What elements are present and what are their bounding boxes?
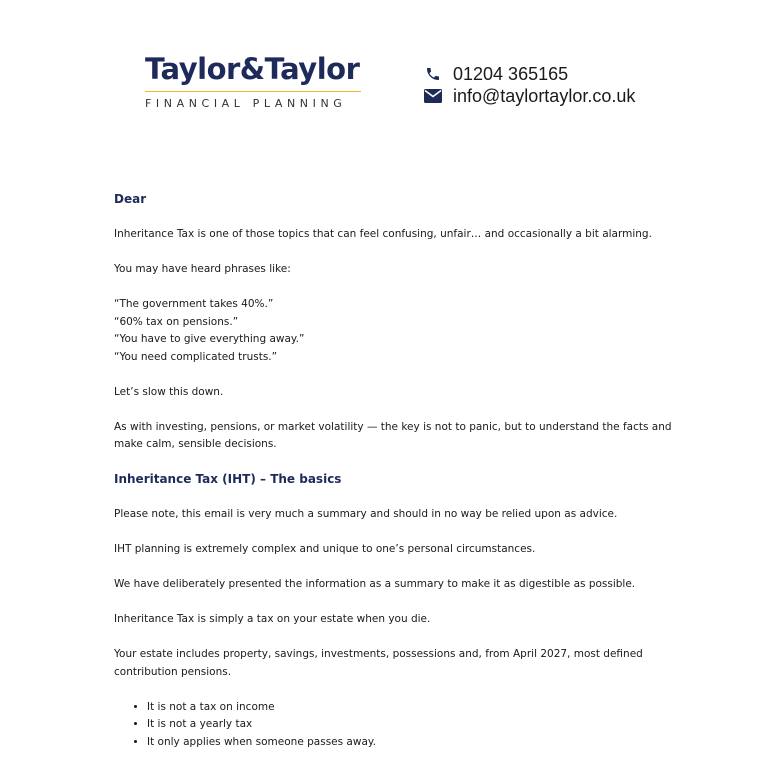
quote-item: “The government takes 40%.” [114, 298, 274, 310]
complex-paragraph: IHT planning is extremely complex and unique to one’s personal circumstances. [114, 543, 536, 555]
greeting: Dear [114, 192, 147, 206]
email-address[interactable]: info@taylortaylor.co.uk [453, 85, 636, 106]
quote-list [114, 296, 674, 366]
logo-divider [145, 91, 361, 92]
phrases-intro: You may have heard phrases like: [114, 263, 291, 275]
quote-item: “You need complicated trusts.” [114, 350, 278, 363]
estate-paragraph: Your estate includes property, savings, investments, possessions and, from April 2027, most defined contribution pensions. [114, 648, 643, 678]
quote-item: “60% tax on pensions.” [114, 315, 239, 328]
quote-item: “You have to give everything away.” [114, 333, 305, 345]
calm-paragraph: As with investing, pensions, or market volatility — the key is not to panic, but to understand the facts and make calm, sensible decisions. [114, 420, 672, 450]
definition-paragraph: Inheritance Tax is simply a tax on your estate when you die. [114, 613, 431, 625]
list-item: • It is not a yearly tax [147, 716, 674, 734]
phone-icon [424, 65, 442, 83]
list-item: • It is not a tax on income [147, 699, 674, 717]
contact-email-row [424, 85, 635, 107]
contact-phone-row [424, 63, 635, 85]
company-logo [145, 52, 365, 110]
bullet-list [114, 699, 674, 752]
disclaimer-paragraph: Please note, this email is very much a summary and should in no way be relied upon as advice. [114, 508, 618, 520]
logo-name: Taylor&Taylor [145, 52, 360, 86]
logo-subtitle: FINANCIAL PLANNING [145, 97, 347, 110]
envelope-icon [424, 87, 442, 105]
letter-body [114, 191, 674, 751]
letter-header [0, 0, 757, 140]
contact-details [424, 63, 635, 107]
intro-paragraph: Inheritance Tax is one of those topics that can feel confusing, unfair… and occasionally a bit alarming. [114, 228, 652, 240]
summary-paragraph: We have deliberately presented the information as a summary to make it as digestible as possible. [114, 578, 636, 590]
list-item: • It only applies when someone passes away. [147, 734, 674, 752]
phone-number[interactable]: 01204 365165 [453, 63, 569, 84]
slow-down-paragraph: Let’s slow this down. [114, 385, 224, 398]
section-heading: Inheritance Tax (IHT) – The basics [114, 472, 342, 486]
